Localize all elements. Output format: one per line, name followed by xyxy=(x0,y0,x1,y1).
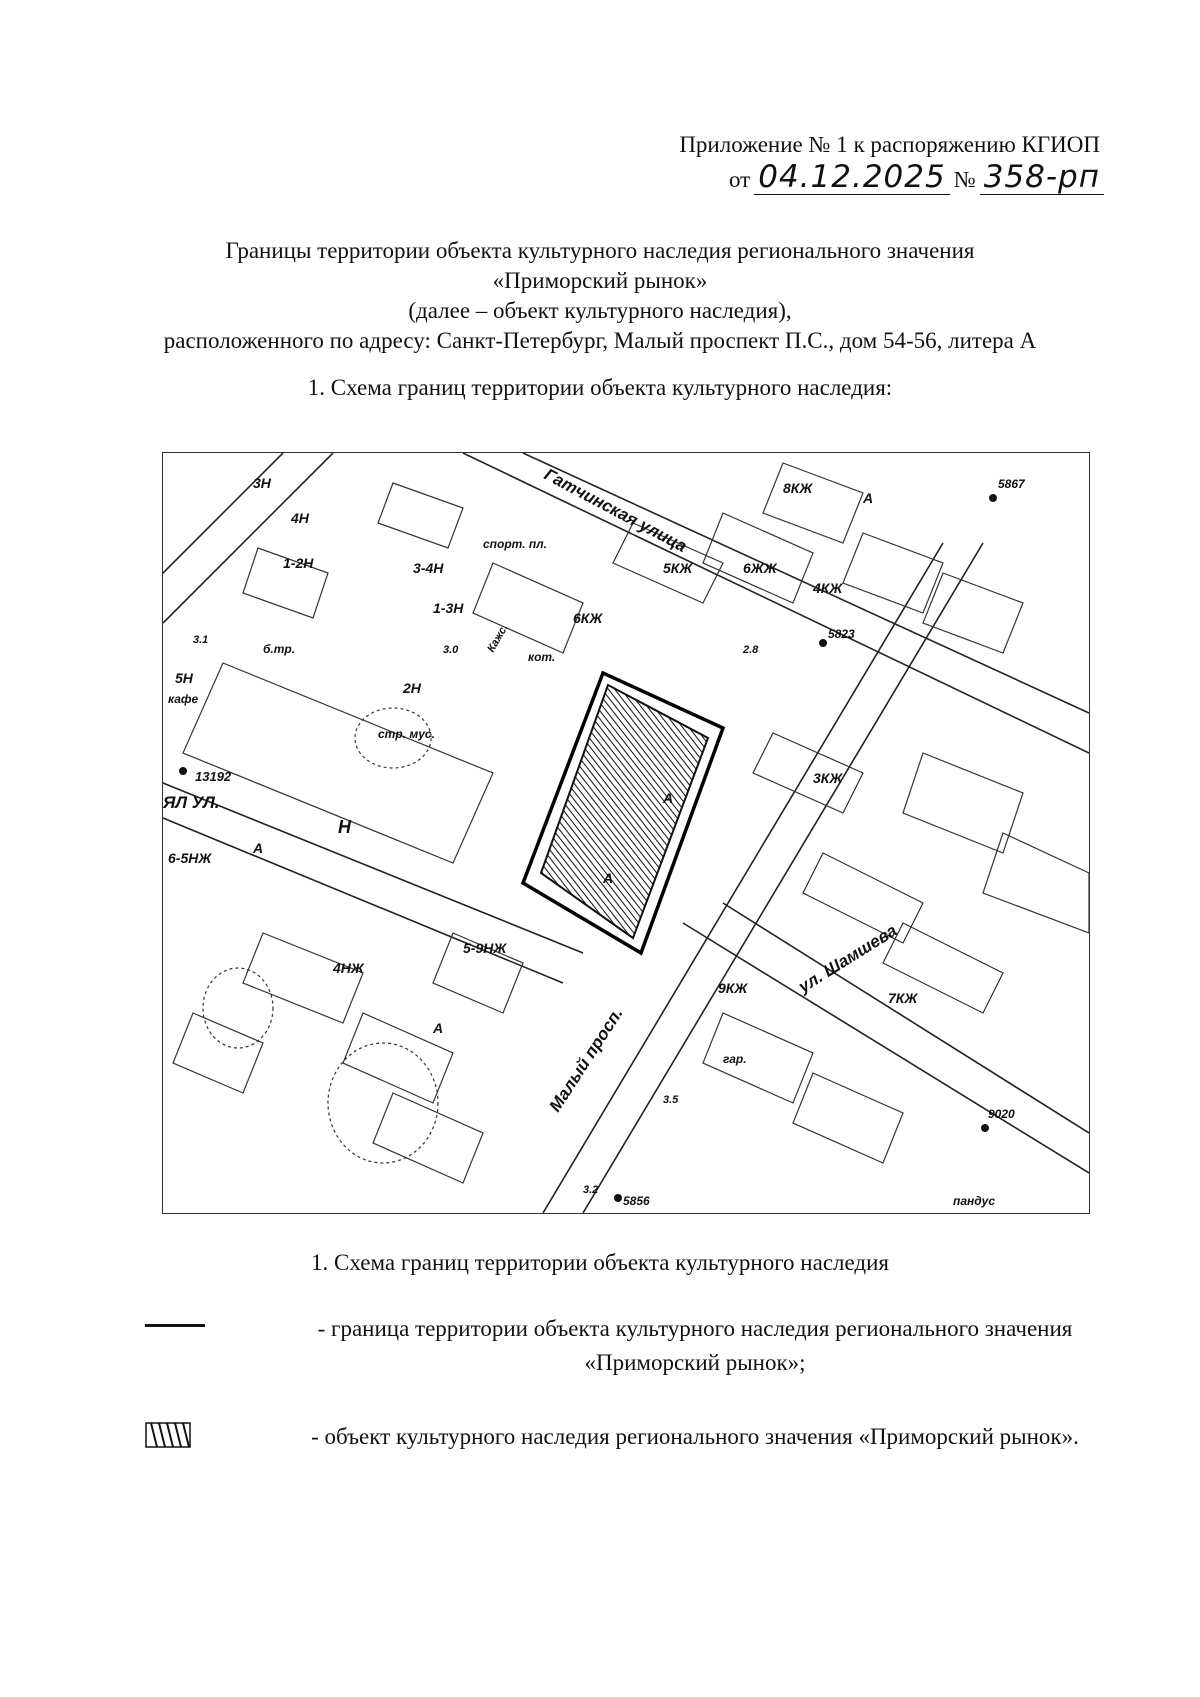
map-label: 6-5НЖ xyxy=(168,850,212,866)
map-label: 6ЖЖ xyxy=(743,560,777,576)
map-label: 5КЖ xyxy=(663,560,693,576)
legend-text-line: - граница территории объекта культурного наследия регионального значения xyxy=(317,1316,1073,1341)
order-date: 04.12.2025 xyxy=(754,160,950,195)
map-label: A xyxy=(863,490,874,506)
map-label: ЯЛ УЛ. xyxy=(163,793,220,812)
map-label: 13192 xyxy=(195,769,232,784)
order-number: 358-рп xyxy=(980,160,1104,195)
map-label: 6КЖ xyxy=(573,610,603,626)
title-line-4: расположенного по адресу: Санкт-Петербург, Малый проспект П.С., дом 54-56, литера А xyxy=(163,328,1037,353)
map-label: A xyxy=(603,870,614,886)
legend-text-line: «Приморский рынок»; xyxy=(584,1350,806,1375)
document-title xyxy=(0,236,1200,356)
map-label: пандус xyxy=(953,1194,996,1208)
map-label: 5856 xyxy=(623,1194,650,1208)
legend-text-line: - объект культурного наследия регионального значения «Приморский рынок». xyxy=(311,1424,1079,1449)
map-svg xyxy=(163,453,1089,1213)
map-label: 3.2 xyxy=(583,1184,599,1196)
map-label: гар. xyxy=(723,1052,747,1066)
map-label: 4КЖ xyxy=(813,580,843,596)
map-label: Гатчинская улица xyxy=(541,464,690,556)
title-line-1: Границы территории объекта культурного наследия регионального значения xyxy=(225,238,975,263)
map-label: стр. мус. xyxy=(378,727,435,741)
map-label: ул. Шамшева xyxy=(795,920,901,997)
boundary-line-symbol xyxy=(145,1312,285,1380)
order-date-number xyxy=(729,160,1104,195)
map-label: 5-9НЖ xyxy=(463,940,507,956)
map-label: 3H xyxy=(253,475,271,491)
map-label: 7КЖ xyxy=(888,990,918,1006)
map-label: A xyxy=(663,790,674,806)
map-label: 9020 xyxy=(988,1107,1015,1121)
map-label: 3КЖ xyxy=(813,770,843,786)
map-label: Кажс. xyxy=(485,622,511,655)
legend-item-heritage-object xyxy=(145,1420,1105,1454)
legend-item-boundary xyxy=(145,1312,1105,1380)
number-prefix: № xyxy=(953,167,976,192)
map-label: б.тр. xyxy=(263,642,296,656)
map-caption: 1. Схема границ территории объекта культурного наследия xyxy=(310,1250,890,1275)
map-label: 8КЖ xyxy=(783,480,813,496)
map-label: 4НЖ xyxy=(333,960,364,976)
map-label: 5867 xyxy=(998,477,1025,491)
from-prefix: от xyxy=(728,167,751,192)
map-label: 2.8 xyxy=(743,644,759,656)
section-heading: 1. Схема границ территории объекта культурного наследия: xyxy=(307,375,893,400)
title-line-2: «Приморский рынок» xyxy=(492,268,708,293)
map-label: 5H xyxy=(175,670,193,686)
map-label: H xyxy=(338,817,351,837)
map-label: спорт. пл. xyxy=(483,537,547,551)
map-label: 3-4H xyxy=(413,560,444,576)
map-label: 3.1 xyxy=(193,634,209,646)
appendix-reference: Приложение № 1 к распоряжению КГИОП xyxy=(679,132,1100,157)
map-label: A xyxy=(433,1020,444,1036)
hatch-icon xyxy=(145,1422,191,1448)
map-label: Малый просп. xyxy=(545,1004,627,1116)
map-label: 9КЖ xyxy=(718,980,748,996)
map-label: 4H xyxy=(291,510,309,526)
boundary-map xyxy=(162,452,1090,1214)
map-label: 1-3H xyxy=(433,600,464,616)
green-area-outline xyxy=(328,1043,438,1163)
green-area-outline xyxy=(203,968,273,1048)
title-line-3: (далее – объект культурного наследия), xyxy=(408,298,792,323)
map-label: 2H xyxy=(403,680,421,696)
map-label: 1-2H xyxy=(283,555,314,571)
map-label: 5823 xyxy=(828,627,855,641)
map-label: 3.5 xyxy=(663,1094,679,1106)
map-label: кот. xyxy=(528,650,556,664)
heritage-object-hatched-area xyxy=(541,685,708,938)
map-label: A xyxy=(253,840,264,856)
map-label: кафе xyxy=(168,692,199,706)
hatch-symbol xyxy=(145,1420,285,1454)
map-label: 3.0 xyxy=(443,644,459,656)
